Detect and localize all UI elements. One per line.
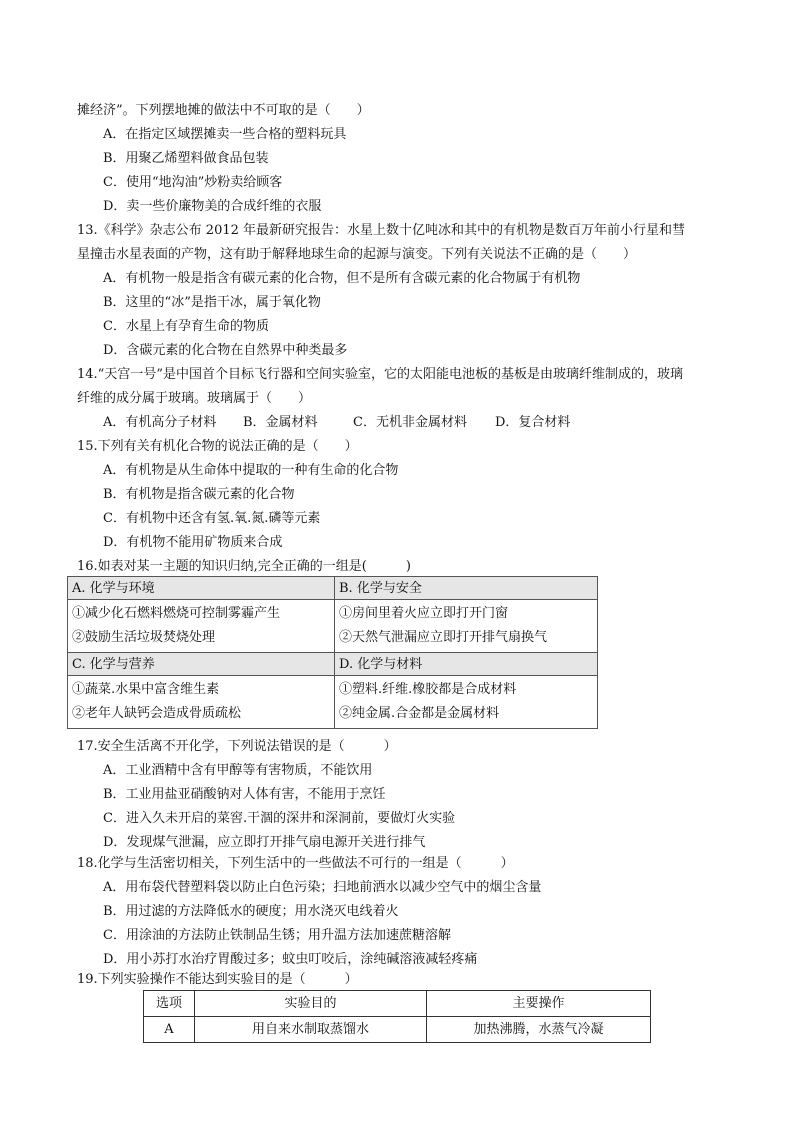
- q13-option-c: C．水星上有孕育生命的物质: [103, 319, 269, 334]
- q18-stem: 18.化学与生活密切相关，下列生活中的一些做法不可行的一组是（ ）: [77, 856, 514, 871]
- q16-cell-d-head: D. 化学与材料: [335, 653, 598, 676]
- q19-row-a-option: A: [144, 1017, 195, 1043]
- q15-option-a: A．有机物是从生命体中提取的一种有生命的化合物: [103, 463, 399, 478]
- q14-options-row: [103, 416, 570, 429]
- q15-option-b: B．有机物是指含碳元素的化合物: [103, 487, 295, 502]
- q17-option-c: C．进入久未开启的菜窖.干涸的深井和深洞前，要做灯火实验: [103, 811, 456, 826]
- q16-a-item-2: ②鼓励生活垃圾焚烧处理: [72, 630, 216, 645]
- q16-cell-c-head: C. 化学与营养: [68, 653, 335, 676]
- q15-stem: 15.下列有关有机化合物的说法正确的是（ ）: [77, 439, 358, 454]
- q19-stem: 19.下列实验操作不能达到实验目的是（ ）: [77, 972, 358, 987]
- q14-option-b: B．金属材料: [243, 415, 318, 430]
- q14-option-d: D．复合材料: [495, 415, 571, 430]
- q13-stem-line1: 13.《科学》杂志公布 2012 年最新研究报告：水星上数十亿吨冰和其中的有机物是数百万年前小行星和彗: [77, 223, 686, 238]
- q15-option-c: C．有机物中还含有氢.氧.氮.磷等元素: [103, 511, 321, 526]
- q19-header-purpose: 实验目的: [195, 991, 427, 1017]
- table-row: [144, 1017, 651, 1043]
- q17-stem: 17.安全生活离不开化学，下列说法错误的是（ ）: [77, 739, 397, 754]
- q16-a-item-1: ①减少化石燃料燃烧可控制雾霾产生: [72, 606, 281, 621]
- q12-option-c: C．使用“地沟油”炒粉卖给顾客: [103, 175, 283, 190]
- q16-c-item-2: ②老年人缺钙会造成骨质疏松: [72, 706, 242, 721]
- q14-stem-line1: 14.“天宫一号”是中国首个目标飞行器和空间实验室，它的太阳能电池板的基板是由玻璃纤维制成的，玻璃: [77, 367, 683, 382]
- q14-option-c: C．无机非金属材料: [353, 415, 467, 430]
- q13-option-d: D．含碳元素的化合物在自然界中种类最多: [103, 343, 348, 358]
- q12-option-a: A．在指定区域摆摊卖一些合格的塑料玩具: [103, 127, 347, 142]
- q14-stem-line2: 纤维的成分属于玻璃。玻璃属于（ ）: [77, 391, 312, 406]
- q17-option-b: B．工业用盐亚硝酸钠对人体有害，不能用于烹饪: [103, 787, 386, 802]
- q16-cell-a-body: [68, 600, 335, 653]
- q19-row-a-purpose: 用自来水制取蒸馏水: [195, 1017, 427, 1043]
- q19-header-operation: 主要操作: [427, 991, 651, 1017]
- q15-option-d: D．有机物不能用矿物质来合成: [103, 535, 283, 550]
- q17-option-a: A．工业酒精中含有甲醇等有害物质，不能饮用: [103, 763, 373, 778]
- q17-option-d: D．发现煤气泄漏，应立即打开排气扇电源开关进行排气: [103, 835, 426, 850]
- q16-c-item-1: ①蔬菜.水果中富含维生素: [72, 682, 220, 697]
- q16-d-item-1: ①塑料.纤维.橡胶都是合成材料: [339, 682, 517, 697]
- q18-option-c: C．用涂油的方法防止铁制品生锈；用升温方法加速蔗糖溶解: [103, 928, 451, 943]
- q16-cell-d-body: [335, 676, 598, 729]
- q19-header-option: 选项: [144, 991, 195, 1017]
- q16-stem: 16.如表对某一主题的知识归纳,完全正确的一组是( ): [77, 559, 411, 574]
- q16-cell-c-body: [68, 676, 335, 729]
- q16-cell-b-head: B. 化学与安全: [335, 577, 598, 600]
- q13-stem-line2: 星撞击水星表面的产物，这有助于解释地球生命的起源与演变。下列有关说法不正确的是（ ）: [77, 247, 637, 262]
- q19-row-a-operation: 加热沸腾，水蒸气冷凝: [427, 1017, 651, 1043]
- q13-option-a: A．有机物一般是指含有碳元素的化合物，但不是所有含碳元素的化合物属于有机物: [103, 271, 581, 286]
- q12-option-d: D．卖一些价廉物美的合成纤维的衣服: [103, 199, 322, 214]
- q16-cell-a-head: A. 化学与环境: [68, 577, 335, 600]
- q16-d-item-2: ②纯金属.合金都是金属材料: [339, 706, 500, 721]
- q16-b-item-2: ②天然气泄漏应立即打开排气扇换气: [339, 630, 548, 645]
- q18-option-b: B．用过滤的方法降低水的硬度；用水浇灭电线着火: [103, 904, 399, 919]
- q16-cell-b-body: [335, 600, 598, 653]
- q13-option-b: B．这里的“冰”是指干冰，属于氧化物: [103, 295, 321, 310]
- q14-option-a: A．有机高分子材料: [103, 415, 217, 430]
- q16-knowledge-table: [67, 576, 598, 729]
- q18-option-d: D．用小苏打水治疗胃酸过多；蚊虫叮咬后，涂纯碱溶液减轻疼痛: [103, 952, 478, 967]
- q16-b-item-1: ①房间里着火应立即打开门窗: [339, 606, 509, 621]
- q12-option-b: B．用聚乙烯塑料做食品包装: [103, 151, 269, 166]
- q12-stem-tail: 摊经济”。下列摆地摊的做法中不可取的是（ ）: [77, 103, 370, 118]
- q18-option-a: A．用布袋代替塑料袋以防止白色污染；扫地前洒水以减少空气中的烟尘含量: [103, 880, 542, 895]
- q19-header-row: [144, 991, 651, 1017]
- q19-experiment-table: [143, 990, 651, 1043]
